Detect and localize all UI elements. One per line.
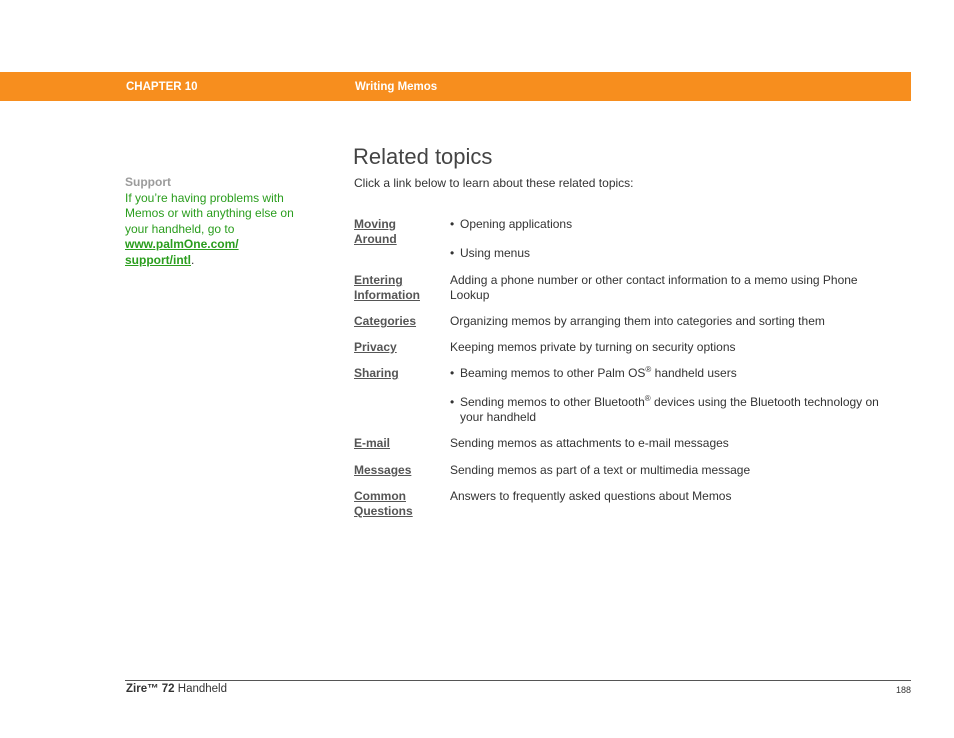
list-item (450, 395, 900, 425)
topic-description: Sending memos as part of a text or multimedia message (450, 463, 751, 477)
footer-product (126, 683, 227, 695)
topic-link-messages[interactable] (354, 463, 411, 478)
topic-link-line: Privacy (354, 340, 397, 354)
topic-link-line: Questions (354, 504, 413, 518)
registered-mark: ® (644, 394, 651, 403)
topic-description: Sending memos as attachments to e-mail messages (450, 436, 729, 450)
list-item: • Using menus (450, 246, 900, 261)
topic-description: Organizing memos by arranging them into categories and sorting them (450, 314, 825, 328)
topic-link-categories[interactable] (354, 314, 416, 329)
chapter-title: Writing Memos (355, 81, 438, 93)
topic-link-line: Moving (354, 217, 396, 231)
topic-link-privacy[interactable] (354, 340, 397, 355)
topic-description: Adding a phone number or other contact information to a memo using Phone Lookup (450, 273, 858, 302)
bullet-text: Sending memos to other Bluetooth (460, 395, 645, 409)
bullet-text: Beaming memos to other Palm OS (460, 366, 646, 380)
support-body: If you’re having problems with Memos or with anything else on your handheld, go to (125, 190, 294, 236)
footer-divider (125, 680, 911, 681)
product-name: Zire™ 72 (126, 683, 175, 695)
page-title: Related topics (353, 144, 493, 169)
topic-link-line: Around (354, 232, 397, 246)
topic-link-line: E-mail (354, 436, 391, 450)
topic-link-line: Entering (354, 273, 403, 287)
support-heading: Support (125, 175, 171, 189)
support-link[interactable] (125, 237, 239, 267)
chapter-label: CHAPTER 10 (126, 81, 198, 93)
topic-link-line: Sharing (354, 366, 399, 380)
topic-link-common-questions[interactable] (354, 489, 413, 519)
topic-description: Keeping memos private by turning on security options (450, 340, 736, 354)
topic-link-entering-information[interactable] (354, 273, 420, 303)
topic-link-line: Messages (354, 463, 412, 477)
page-number: 188 (895, 685, 911, 695)
support-link-line1: www.palmOne.com/ (125, 237, 239, 252)
topic-link-line: Categories (354, 314, 417, 328)
registered-mark: ® (645, 365, 652, 374)
intro-text: Click a link below to learn about these related topics: (354, 176, 634, 190)
bullet-text: devices using the Bluetooth technology on your handheld (460, 395, 879, 424)
topic-link-line: Information (354, 288, 420, 302)
topic-link-line: Common (354, 489, 406, 503)
product-suffix: Handheld (174, 683, 228, 695)
chapter-header-bar (0, 72, 911, 101)
bullet-text: handheld users (651, 366, 737, 380)
support-period: . (191, 252, 195, 267)
support-link-line2: support/intl (125, 252, 191, 267)
topic-link-sharing[interactable] (354, 366, 399, 381)
topic-description: Answers to frequently asked questions about Memos (450, 489, 732, 503)
support-sidebar (125, 175, 300, 269)
topic-link-moving-around[interactable] (354, 217, 397, 247)
list-item (450, 366, 900, 381)
support-text (125, 191, 300, 269)
list-item: • Opening applications (450, 217, 900, 232)
topic-link-email[interactable] (354, 436, 390, 451)
